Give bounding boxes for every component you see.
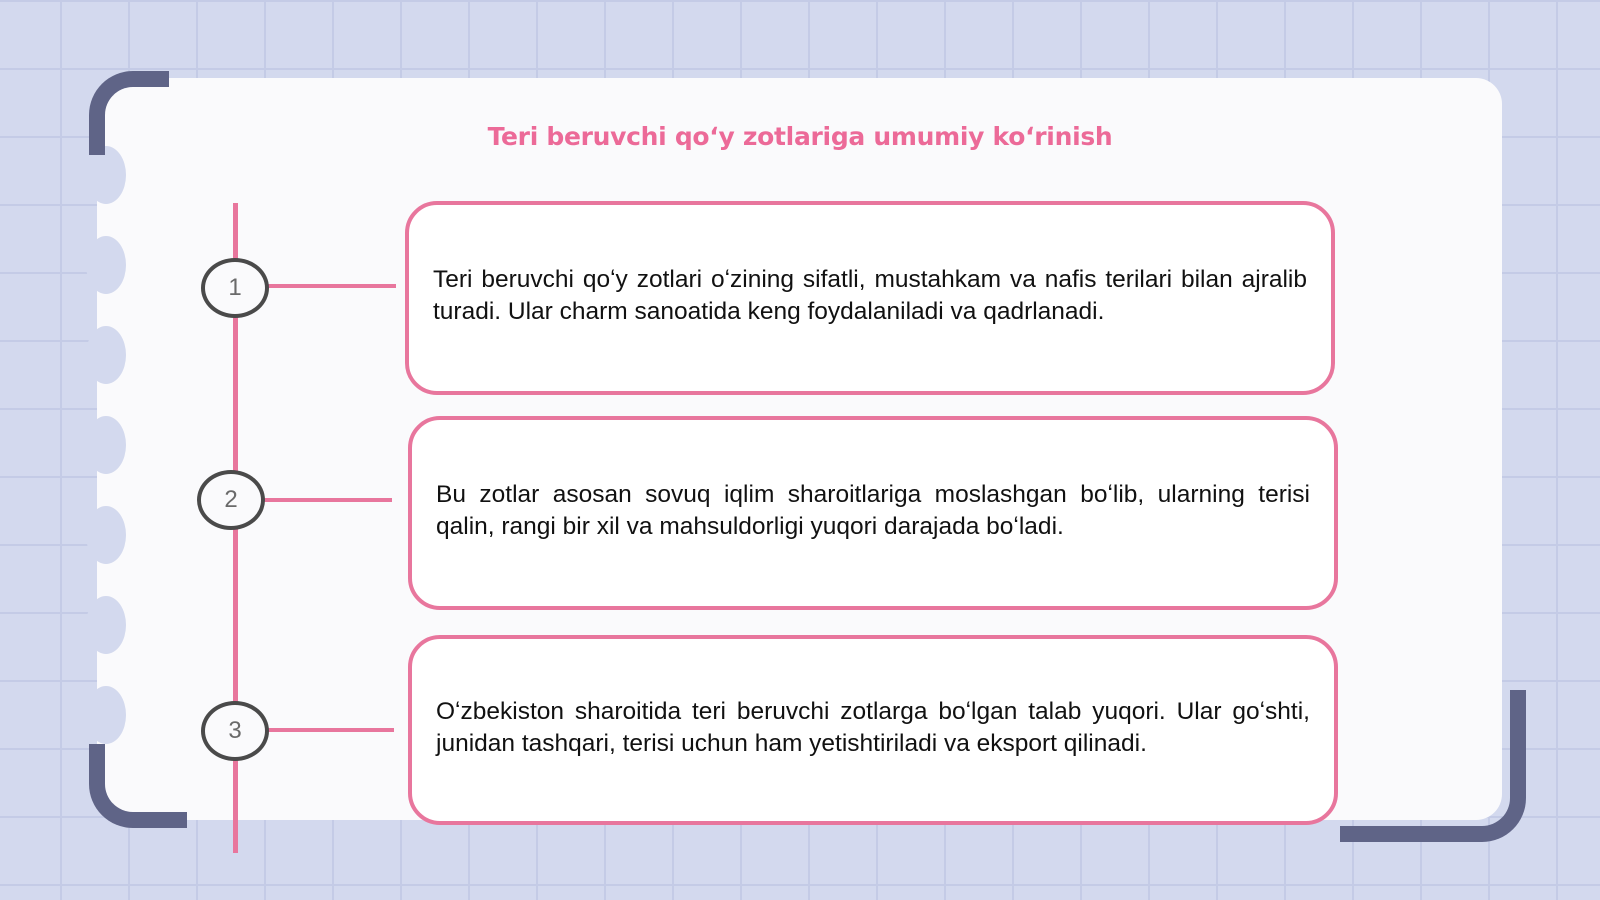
info-card-text: Oʻzbekiston sharoitida teri beruvchi zotlarga boʻlgan talab yuqori. Ular goʻshti, junidan tashqari, terisi uchun ham yetishtiriladi va eksport qilinadi. <box>436 698 1310 757</box>
info-card <box>408 416 1338 610</box>
step-number-badge <box>201 701 269 761</box>
info-card-text: Teri beruvchi qoʻy zotlari oʻzining sifatli, mustahkam va nafis terilari bilan ajralib turadi. Ular charm sanoatida keng foydalaniladi va qadrlanadi. <box>433 266 1307 325</box>
step-number: 2 <box>224 486 238 513</box>
step-number-badge <box>197 470 265 530</box>
binder-hole <box>86 416 126 474</box>
step-number: 3 <box>228 717 242 744</box>
binder-hole <box>86 596 126 654</box>
info-card-text: Bu zotlar asosan sovuq iqlim sharoitlariga moslashgan boʻlib, ularning terisi qalin, rangi bir xil va mahsuldorligi yuqori darajada boʻladi. <box>436 481 1310 540</box>
timeline-connector <box>266 728 394 732</box>
binder-hole <box>86 686 126 744</box>
corner-bracket-bottom-right <box>1340 690 1526 842</box>
info-card <box>408 635 1338 825</box>
timeline-connector <box>266 284 396 288</box>
binder-hole <box>86 236 126 294</box>
step-number-badge <box>201 258 269 318</box>
timeline-connector <box>262 498 392 502</box>
corner-bracket-bottom-left <box>89 744 187 828</box>
step-number: 1 <box>228 274 242 301</box>
binder-hole <box>86 506 126 564</box>
slide-title: Teri beruvchi qoʻy zotlariga umumiy koʻrinish <box>487 122 1113 151</box>
binder-hole <box>86 326 126 384</box>
info-card <box>405 201 1335 395</box>
